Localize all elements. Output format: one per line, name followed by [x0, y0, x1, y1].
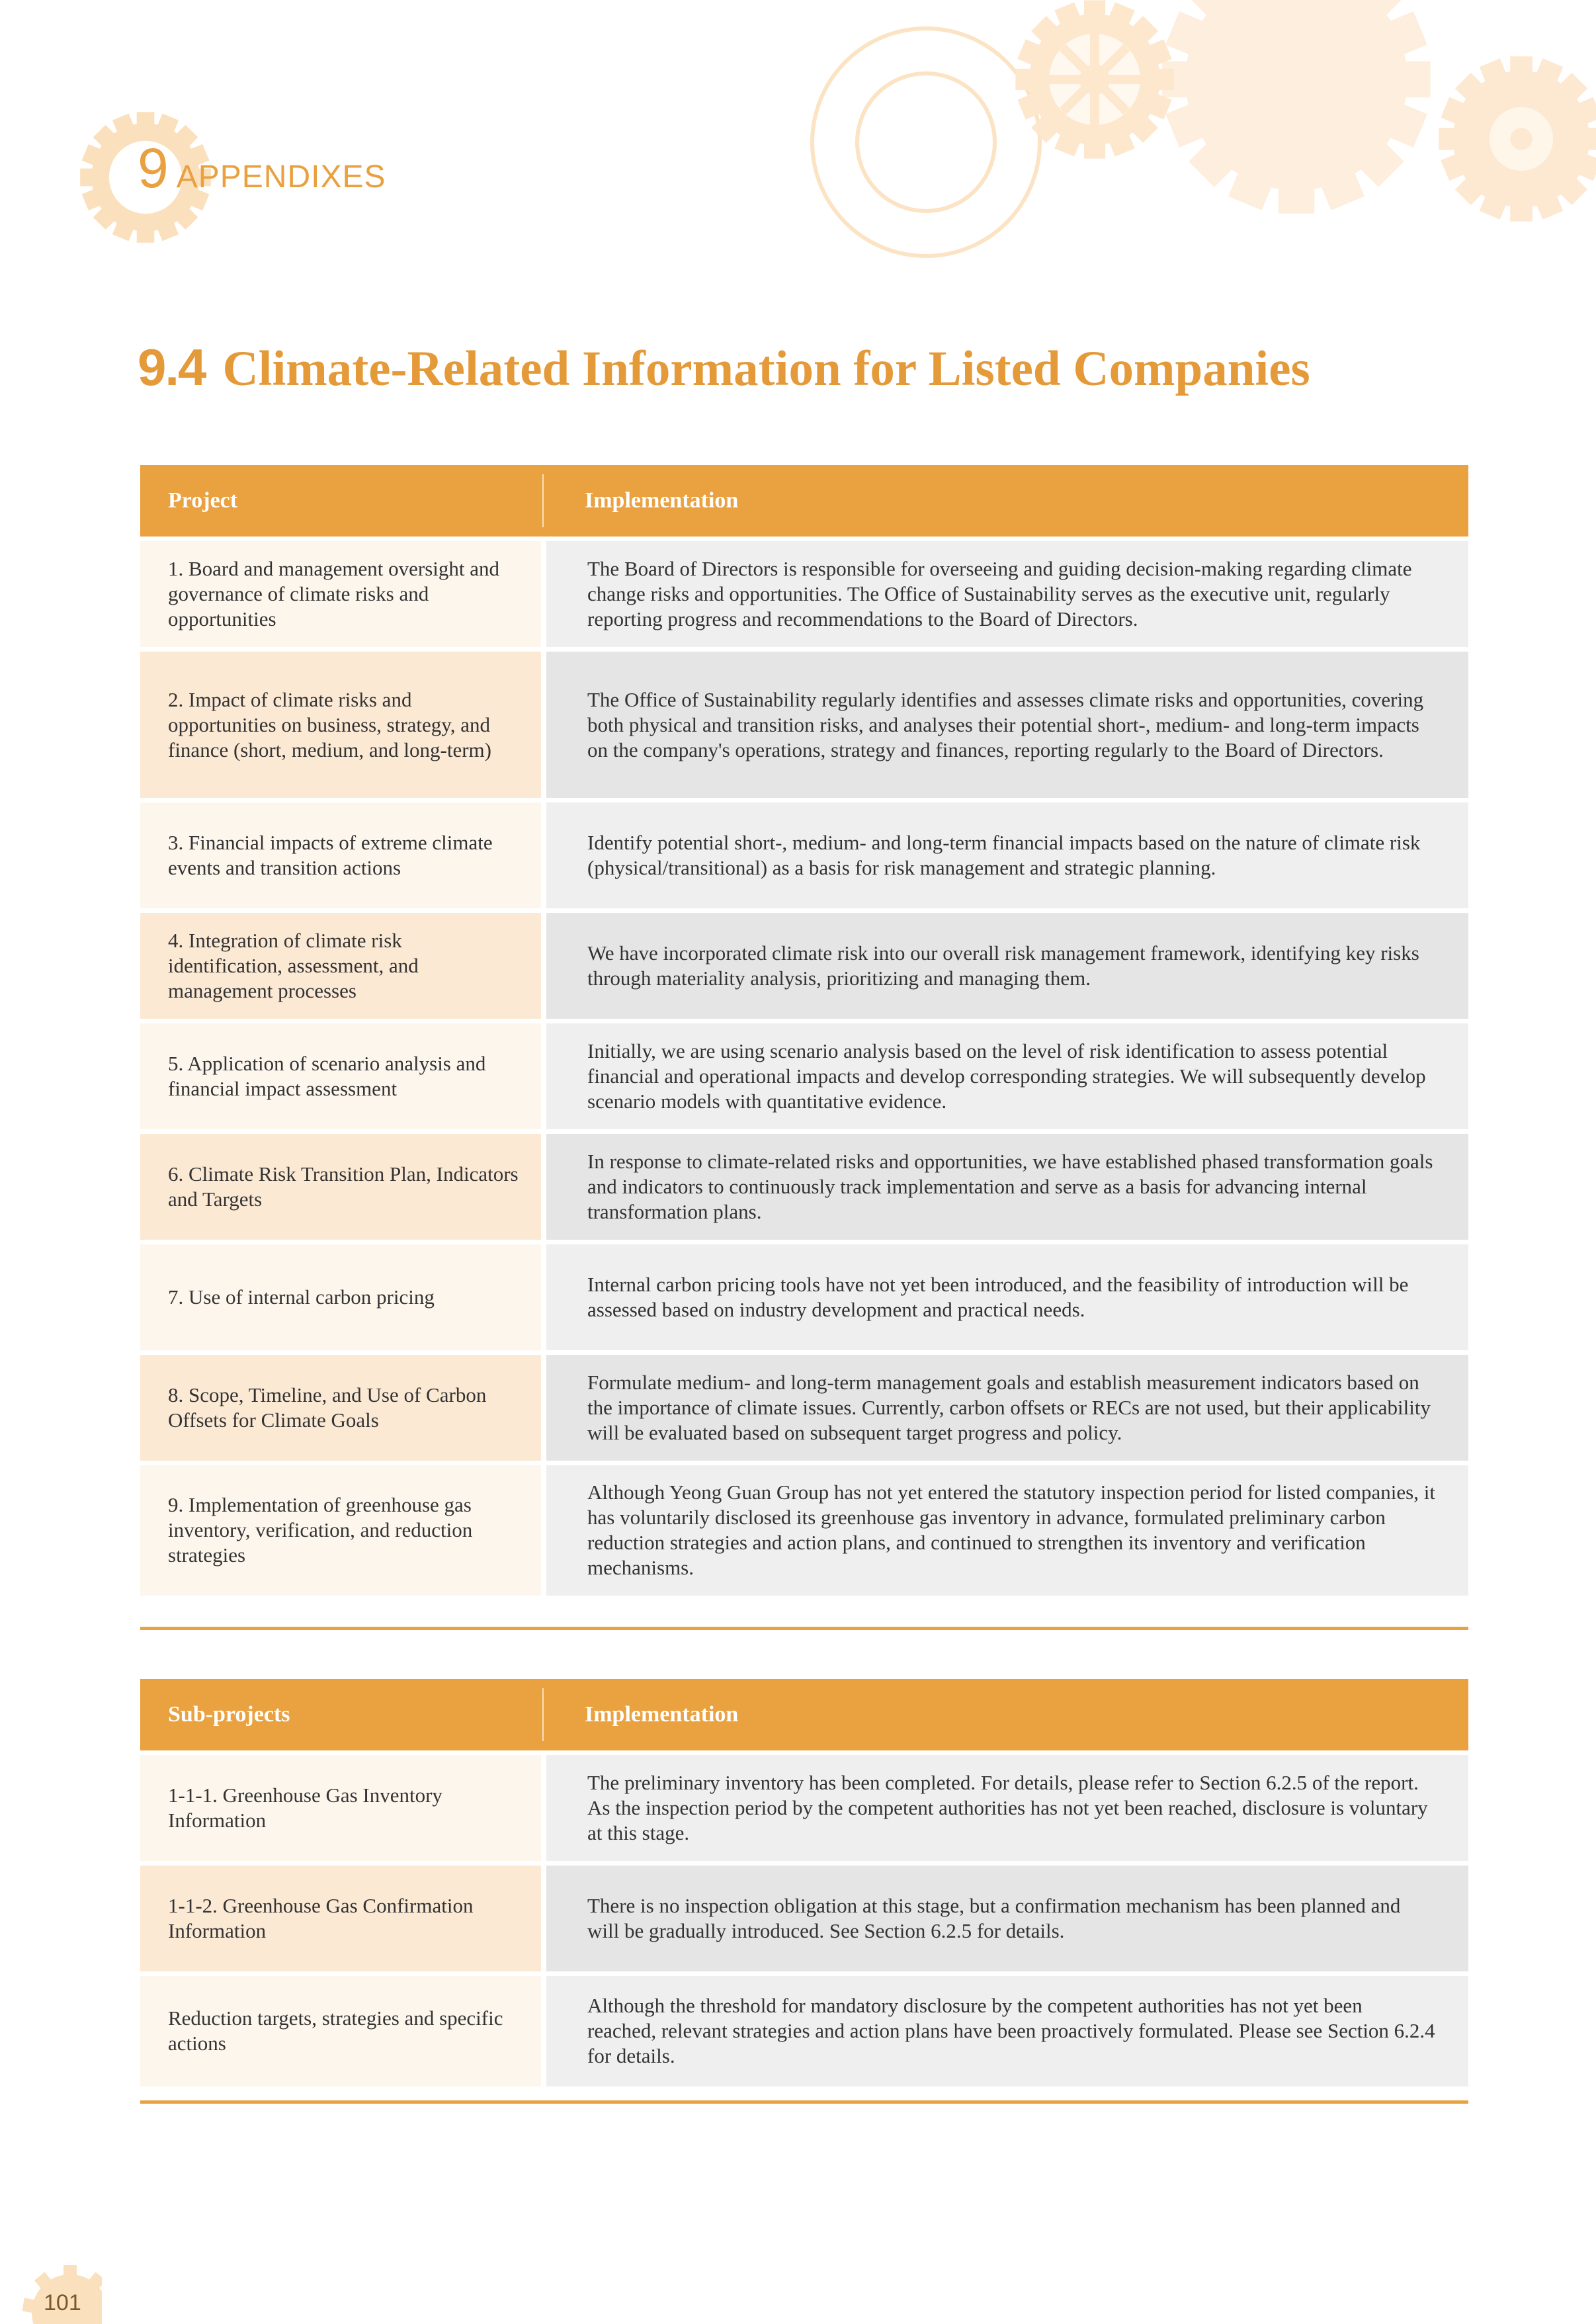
- table-bottom-rule: [140, 1627, 1468, 1630]
- large-gear-icon: [1162, 0, 1431, 214]
- header-sub-projects: Sub-projects: [140, 1679, 544, 1753]
- table-row: [140, 800, 1468, 911]
- sub-projects-table: [140, 1679, 1468, 2087]
- spoked-gear-icon: [1015, 0, 1173, 158]
- project-cell: Reduction targets, strategies and specific actions: [140, 1974, 544, 2087]
- implementation-cell: We have incorporated climate risk into our overall risk management framework, identifying key risks through materiality analysis, prioritizing and managing them.: [544, 911, 1468, 1021]
- implementation-cell: Formulate medium- and long-term management goals and establish measurement indicators based on the importance of climate issues. Currently, carbon offsets or RECs are not used, but their applicability will be evaluated based on subsequent target progress and policy.: [544, 1353, 1468, 1463]
- project-cell: 1-1-1. Greenhouse Gas Inventory Information: [140, 1753, 544, 1864]
- implementation-cell: The Office of Sustainability regularly identifies and assesses climate risks and opportunities, covering both physical and transition risks, and analyses their potential short-, medium- and long-term impacts on the company's operations, strategy and finances, reporting regularly to the Board of Directors.: [544, 650, 1468, 800]
- table-row: [140, 1242, 1468, 1353]
- table-header-row: [140, 1679, 1468, 1753]
- table-row: [140, 1463, 1468, 1596]
- header-implementation: Implementation: [544, 465, 1468, 539]
- outline-gear-icon: [812, 28, 1040, 256]
- implementation-cell: The preliminary inventory has been completed. For details, please refer to Section 6.2.5 of the report. As the inspection period by the competent authorities has not yet been reached, disclosure is voluntary at this stage.: [544, 1753, 1468, 1864]
- table-row: [140, 1353, 1468, 1463]
- project-cell: 4. Integration of climate risk identification, assessment, and management processes: [140, 911, 544, 1021]
- project-cell: 9. Implementation of greenhouse gas inventory, verification, and reduction strategies: [140, 1463, 544, 1596]
- climate-info-table: [140, 465, 1468, 1596]
- table-header-row: [140, 465, 1468, 539]
- table-row: [140, 1021, 1468, 1132]
- table-row: [140, 650, 1468, 800]
- table-row: [140, 1132, 1468, 1242]
- project-cell: 1. Board and management oversight and governance of climate risks and opportunities: [140, 539, 544, 650]
- implementation-cell: In response to climate-related risks and opportunities, we have established phased transformation goals and indicators to continuously track implementation and serve as a basis for advancing internal transformation plans.: [544, 1132, 1468, 1242]
- project-cell: 5. Application of scenario analysis and financial impact assessment: [140, 1021, 544, 1132]
- section-number: 9.4: [138, 338, 206, 396]
- page-number: [22, 2265, 102, 2324]
- chapter-title: APPENDIXES: [176, 159, 386, 194]
- implementation-cell: Initially, we are using scenario analysis based on the level of risk identification to assess potential financial and operational impacts and develop corresponding strategies. We will subsequently develop scenario models with quantitative evidence.: [544, 1021, 1468, 1132]
- project-cell: 3. Financial impacts of extreme climate events and transition actions: [140, 800, 544, 911]
- section-title-text: Climate-Related Information for Listed Companies: [222, 341, 1310, 396]
- table-row: [140, 539, 1468, 650]
- implementation-cell: Although Yeong Guan Group has not yet entered the statutory inspection period for listed companies, it has voluntarily disclosed its greenhouse gas inventory in advance, formulated preliminary carbon reduction strategies and action plans, and continued to strengthen its inventory and verification mechanisms.: [544, 1463, 1468, 1596]
- chapter-number: 9: [138, 137, 169, 199]
- project-cell: 1-1-2. Greenhouse Gas Confirmation Information: [140, 1864, 544, 1974]
- header-project: Project: [140, 465, 544, 539]
- project-cell: 7. Use of internal carbon pricing: [140, 1242, 544, 1353]
- implementation-cell: Although the threshold for mandatory disclosure by the competent authorities has not yet been reached, relevant strategies and action plans have been proactively formulated. Please see Section 6.2.4 for details.: [544, 1974, 1468, 2087]
- page-number-text: 101: [44, 2290, 81, 2315]
- header-implementation: Implementation: [544, 1679, 1468, 1753]
- project-cell: 2. Impact of climate risks and opportunities on business, strategy, and finance (short, medium, and long-term): [140, 650, 544, 800]
- project-cell: 6. Climate Risk Transition Plan, Indicators and Targets: [140, 1132, 544, 1242]
- project-cell: 8. Scope, Timeline, and Use of Carbon Offsets for Climate Goals: [140, 1353, 544, 1463]
- table-row: [140, 1864, 1468, 1974]
- table-bottom-rule: [140, 2100, 1468, 2104]
- table-row: [140, 1974, 1468, 2087]
- right-gear-icon: [1439, 56, 1596, 222]
- table-row: [140, 1753, 1468, 1864]
- table-row: [140, 911, 1468, 1021]
- implementation-cell: There is no inspection obligation at this stage, but a confirmation mechanism has been planned and will be gradually introduced. See Section 6.2.5 for details.: [544, 1864, 1468, 1974]
- implementation-cell: Identify potential short-, medium- and long-term financial impacts based on the nature of climate risk (physical/transitional) as a basis for risk management and strategic planning.: [544, 800, 1468, 911]
- chapter-heading: [138, 137, 386, 213]
- implementation-cell: Internal carbon pricing tools have not yet been introduced, and the feasibility of introduction will be assessed based on industry development and practical needs.: [544, 1242, 1468, 1353]
- implementation-cell: The Board of Directors is responsible for overseeing and guiding decision-making regarding climate change risks and opportunities. The Office of Sustainability serves as the executive unit, regularly reporting progress and recommendations to the Board of Directors.: [544, 539, 1468, 650]
- section-title: [138, 337, 1310, 398]
